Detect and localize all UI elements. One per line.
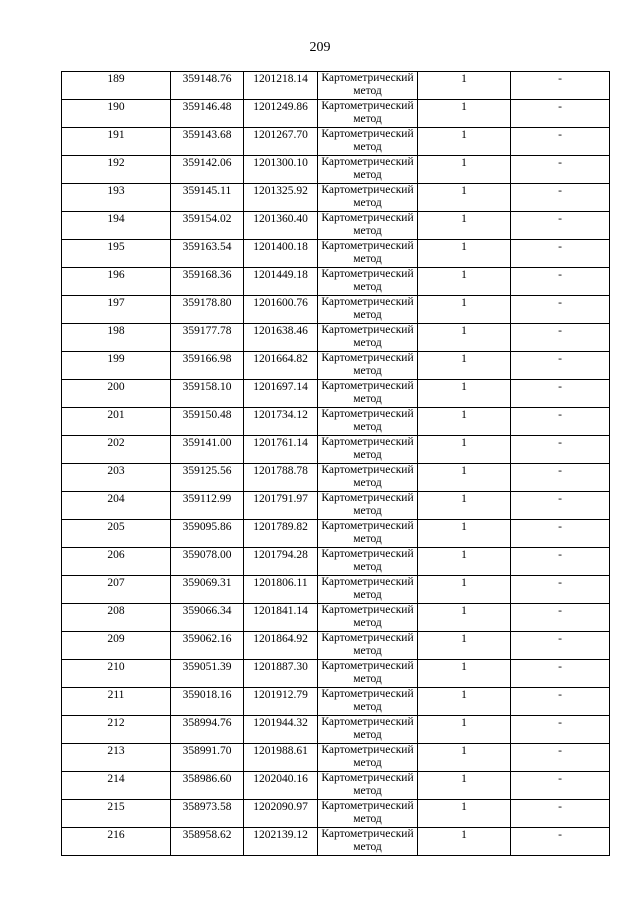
x-coordinate-cell: 359177.78 xyxy=(171,324,244,352)
point-number-cell: 202 xyxy=(62,436,171,464)
accuracy-cell: 1 xyxy=(418,240,511,268)
point-number-cell: 214 xyxy=(62,772,171,800)
table-row xyxy=(62,688,610,716)
method-cell: Картометрический метод xyxy=(318,128,418,156)
note-cell: - xyxy=(511,660,610,688)
method-cell: Картометрический метод xyxy=(318,576,418,604)
table-row xyxy=(62,212,610,240)
note-cell: - xyxy=(511,828,610,856)
table-row xyxy=(62,492,610,520)
accuracy-cell: 1 xyxy=(418,520,511,548)
method-cell: Картометрический метод xyxy=(318,436,418,464)
method-cell: Картометрический метод xyxy=(318,408,418,436)
y-coordinate-cell: 1201697.14 xyxy=(244,380,318,408)
point-number-cell: 207 xyxy=(62,576,171,604)
x-coordinate-cell: 359178.80 xyxy=(171,296,244,324)
note-cell: - xyxy=(511,184,610,212)
y-coordinate-cell: 1201360.40 xyxy=(244,212,318,240)
note-cell: - xyxy=(511,520,610,548)
x-coordinate-cell: 359163.54 xyxy=(171,240,244,268)
table-row xyxy=(62,324,610,352)
y-coordinate-cell: 1201300.10 xyxy=(244,156,318,184)
method-cell: Картометрический метод xyxy=(318,184,418,212)
y-coordinate-cell: 1201794.28 xyxy=(244,548,318,576)
note-cell: - xyxy=(511,156,610,184)
accuracy-cell: 1 xyxy=(418,184,511,212)
accuracy-cell: 1 xyxy=(418,268,511,296)
accuracy-cell: 1 xyxy=(418,744,511,772)
table-row xyxy=(62,520,610,548)
method-cell: Картометрический метод xyxy=(318,660,418,688)
method-cell: Картометрический метод xyxy=(318,772,418,800)
accuracy-cell: 1 xyxy=(418,632,511,660)
point-number-cell: 199 xyxy=(62,352,171,380)
table-row xyxy=(62,800,610,828)
y-coordinate-cell: 1201761.14 xyxy=(244,436,318,464)
method-cell: Картометрический метод xyxy=(318,380,418,408)
x-coordinate-cell: 359066.34 xyxy=(171,604,244,632)
table-row xyxy=(62,548,610,576)
page-number: 209 xyxy=(309,40,331,55)
point-number-cell: 212 xyxy=(62,716,171,744)
note-cell: - xyxy=(511,576,610,604)
x-coordinate-cell: 359150.48 xyxy=(171,408,244,436)
note-cell: - xyxy=(511,100,610,128)
table-row xyxy=(62,268,610,296)
method-cell: Картометрический метод xyxy=(318,296,418,324)
x-coordinate-cell: 359166.98 xyxy=(171,352,244,380)
point-number-cell: 197 xyxy=(62,296,171,324)
y-coordinate-cell: 1201734.12 xyxy=(244,408,318,436)
method-cell: Картометрический метод xyxy=(318,212,418,240)
point-number-cell: 191 xyxy=(62,128,171,156)
y-coordinate-cell: 1201638.46 xyxy=(244,324,318,352)
method-cell: Картометрический метод xyxy=(318,324,418,352)
table-row xyxy=(62,240,610,268)
accuracy-cell: 1 xyxy=(418,72,511,100)
point-number-cell: 209 xyxy=(62,632,171,660)
x-coordinate-cell: 359168.36 xyxy=(171,268,244,296)
point-number-cell: 205 xyxy=(62,520,171,548)
note-cell: - xyxy=(511,240,610,268)
x-coordinate-cell: 359158.10 xyxy=(171,380,244,408)
point-number-cell: 192 xyxy=(62,156,171,184)
note-cell: - xyxy=(511,72,610,100)
note-cell: - xyxy=(511,688,610,716)
point-number-cell: 210 xyxy=(62,660,171,688)
x-coordinate-cell: 359078.00 xyxy=(171,548,244,576)
point-number-cell: 194 xyxy=(62,212,171,240)
method-cell: Картометрический метод xyxy=(318,520,418,548)
table-row xyxy=(62,100,610,128)
point-number-cell: 195 xyxy=(62,240,171,268)
method-cell: Картометрический метод xyxy=(318,352,418,380)
table-row xyxy=(62,380,610,408)
table-row xyxy=(62,660,610,688)
y-coordinate-cell: 1202139.12 xyxy=(244,828,318,856)
x-coordinate-cell: 359069.31 xyxy=(171,576,244,604)
table-row xyxy=(62,828,610,856)
table-row xyxy=(62,576,610,604)
x-coordinate-cell: 359142.06 xyxy=(171,156,244,184)
point-number-cell: 216 xyxy=(62,828,171,856)
y-coordinate-cell: 1202040.16 xyxy=(244,772,318,800)
point-number-cell: 213 xyxy=(62,744,171,772)
accuracy-cell: 1 xyxy=(418,156,511,184)
point-number-cell: 203 xyxy=(62,464,171,492)
accuracy-cell: 1 xyxy=(418,688,511,716)
point-number-cell: 206 xyxy=(62,548,171,576)
point-number-cell: 189 xyxy=(62,72,171,100)
method-cell: Картометрический метод xyxy=(318,156,418,184)
method-cell: Картометрический метод xyxy=(318,240,418,268)
table-row xyxy=(62,464,610,492)
y-coordinate-cell: 1202090.97 xyxy=(244,800,318,828)
point-number-cell: 200 xyxy=(62,380,171,408)
coordinates-table xyxy=(61,71,610,856)
y-coordinate-cell: 1201449.18 xyxy=(244,268,318,296)
y-coordinate-cell: 1201267.70 xyxy=(244,128,318,156)
accuracy-cell: 1 xyxy=(418,604,511,632)
note-cell: - xyxy=(511,436,610,464)
table-row xyxy=(62,772,610,800)
note-cell: - xyxy=(511,632,610,660)
accuracy-cell: 1 xyxy=(418,408,511,436)
y-coordinate-cell: 1201325.92 xyxy=(244,184,318,212)
x-coordinate-cell: 359051.39 xyxy=(171,660,244,688)
point-number-cell: 204 xyxy=(62,492,171,520)
accuracy-cell: 1 xyxy=(418,212,511,240)
table-row xyxy=(62,436,610,464)
y-coordinate-cell: 1201400.18 xyxy=(244,240,318,268)
point-number-cell: 211 xyxy=(62,688,171,716)
note-cell: - xyxy=(511,128,610,156)
note-cell: - xyxy=(511,744,610,772)
table-row xyxy=(62,604,610,632)
note-cell: - xyxy=(511,464,610,492)
point-number-cell: 196 xyxy=(62,268,171,296)
x-coordinate-cell: 359125.56 xyxy=(171,464,244,492)
accuracy-cell: 1 xyxy=(418,772,511,800)
y-coordinate-cell: 1201841.14 xyxy=(244,604,318,632)
accuracy-cell: 1 xyxy=(418,548,511,576)
point-number-cell: 208 xyxy=(62,604,171,632)
method-cell: Картометрический метод xyxy=(318,268,418,296)
table-row xyxy=(62,296,610,324)
y-coordinate-cell: 1201789.82 xyxy=(244,520,318,548)
point-number-cell: 190 xyxy=(62,100,171,128)
x-coordinate-cell: 359148.76 xyxy=(171,72,244,100)
accuracy-cell: 1 xyxy=(418,716,511,744)
table-row xyxy=(62,408,610,436)
method-cell: Картометрический метод xyxy=(318,604,418,632)
y-coordinate-cell: 1201788.78 xyxy=(244,464,318,492)
table-row xyxy=(62,632,610,660)
x-coordinate-cell: 359018.16 xyxy=(171,688,244,716)
accuracy-cell: 1 xyxy=(418,828,511,856)
method-cell: Картометрический метод xyxy=(318,72,418,100)
note-cell: - xyxy=(511,772,610,800)
table-row xyxy=(62,744,610,772)
method-cell: Картометрический метод xyxy=(318,492,418,520)
note-cell: - xyxy=(511,548,610,576)
x-coordinate-cell: 359143.68 xyxy=(171,128,244,156)
y-coordinate-cell: 1201864.92 xyxy=(244,632,318,660)
point-number-cell: 193 xyxy=(62,184,171,212)
x-coordinate-cell: 359154.02 xyxy=(171,212,244,240)
method-cell: Картометрический метод xyxy=(318,744,418,772)
note-cell: - xyxy=(511,408,610,436)
point-number-cell: 215 xyxy=(62,800,171,828)
x-coordinate-cell: 358994.76 xyxy=(171,716,244,744)
x-coordinate-cell: 359062.16 xyxy=(171,632,244,660)
x-coordinate-cell: 359145.11 xyxy=(171,184,244,212)
y-coordinate-cell: 1201887.30 xyxy=(244,660,318,688)
accuracy-cell: 1 xyxy=(418,660,511,688)
table-row xyxy=(62,128,610,156)
note-cell: - xyxy=(511,212,610,240)
note-cell: - xyxy=(511,352,610,380)
y-coordinate-cell: 1201806.11 xyxy=(244,576,318,604)
x-coordinate-cell: 358958.62 xyxy=(171,828,244,856)
accuracy-cell: 1 xyxy=(418,296,511,324)
accuracy-cell: 1 xyxy=(418,436,511,464)
table-row xyxy=(62,352,610,380)
accuracy-cell: 1 xyxy=(418,100,511,128)
y-coordinate-cell: 1201600.76 xyxy=(244,296,318,324)
method-cell: Картометрический метод xyxy=(318,548,418,576)
accuracy-cell: 1 xyxy=(418,800,511,828)
y-coordinate-cell: 1201249.86 xyxy=(244,100,318,128)
point-number-cell: 198 xyxy=(62,324,171,352)
note-cell: - xyxy=(511,324,610,352)
note-cell: - xyxy=(511,716,610,744)
accuracy-cell: 1 xyxy=(418,324,511,352)
y-coordinate-cell: 1201988.61 xyxy=(244,744,318,772)
y-coordinate-cell: 1201218.14 xyxy=(244,72,318,100)
y-coordinate-cell: 1201912.79 xyxy=(244,688,318,716)
x-coordinate-cell: 359146.48 xyxy=(171,100,244,128)
note-cell: - xyxy=(511,800,610,828)
method-cell: Картометрический метод xyxy=(318,464,418,492)
y-coordinate-cell: 1201664.82 xyxy=(244,352,318,380)
method-cell: Картометрический метод xyxy=(318,632,418,660)
note-cell: - xyxy=(511,296,610,324)
point-number-cell: 201 xyxy=(62,408,171,436)
method-cell: Картометрический метод xyxy=(318,800,418,828)
method-cell: Картометрический метод xyxy=(318,100,418,128)
table-row xyxy=(62,716,610,744)
method-cell: Картометрический метод xyxy=(318,688,418,716)
note-cell: - xyxy=(511,268,610,296)
x-coordinate-cell: 358991.70 xyxy=(171,744,244,772)
table-row xyxy=(62,72,610,100)
note-cell: - xyxy=(511,492,610,520)
table-row xyxy=(62,184,610,212)
y-coordinate-cell: 1201791.97 xyxy=(244,492,318,520)
x-coordinate-cell: 359112.99 xyxy=(171,492,244,520)
x-coordinate-cell: 358973.58 xyxy=(171,800,244,828)
note-cell: - xyxy=(511,604,610,632)
x-coordinate-cell: 358986.60 xyxy=(171,772,244,800)
method-cell: Картометрический метод xyxy=(318,828,418,856)
x-coordinate-cell: 359095.86 xyxy=(171,520,244,548)
accuracy-cell: 1 xyxy=(418,576,511,604)
coordinates-table-body xyxy=(62,72,610,856)
y-coordinate-cell: 1201944.32 xyxy=(244,716,318,744)
note-cell: - xyxy=(511,380,610,408)
accuracy-cell: 1 xyxy=(418,128,511,156)
accuracy-cell: 1 xyxy=(418,464,511,492)
x-coordinate-cell: 359141.00 xyxy=(171,436,244,464)
accuracy-cell: 1 xyxy=(418,492,511,520)
table-row xyxy=(62,156,610,184)
accuracy-cell: 1 xyxy=(418,380,511,408)
method-cell: Картометрический метод xyxy=(318,716,418,744)
accuracy-cell: 1 xyxy=(418,352,511,380)
